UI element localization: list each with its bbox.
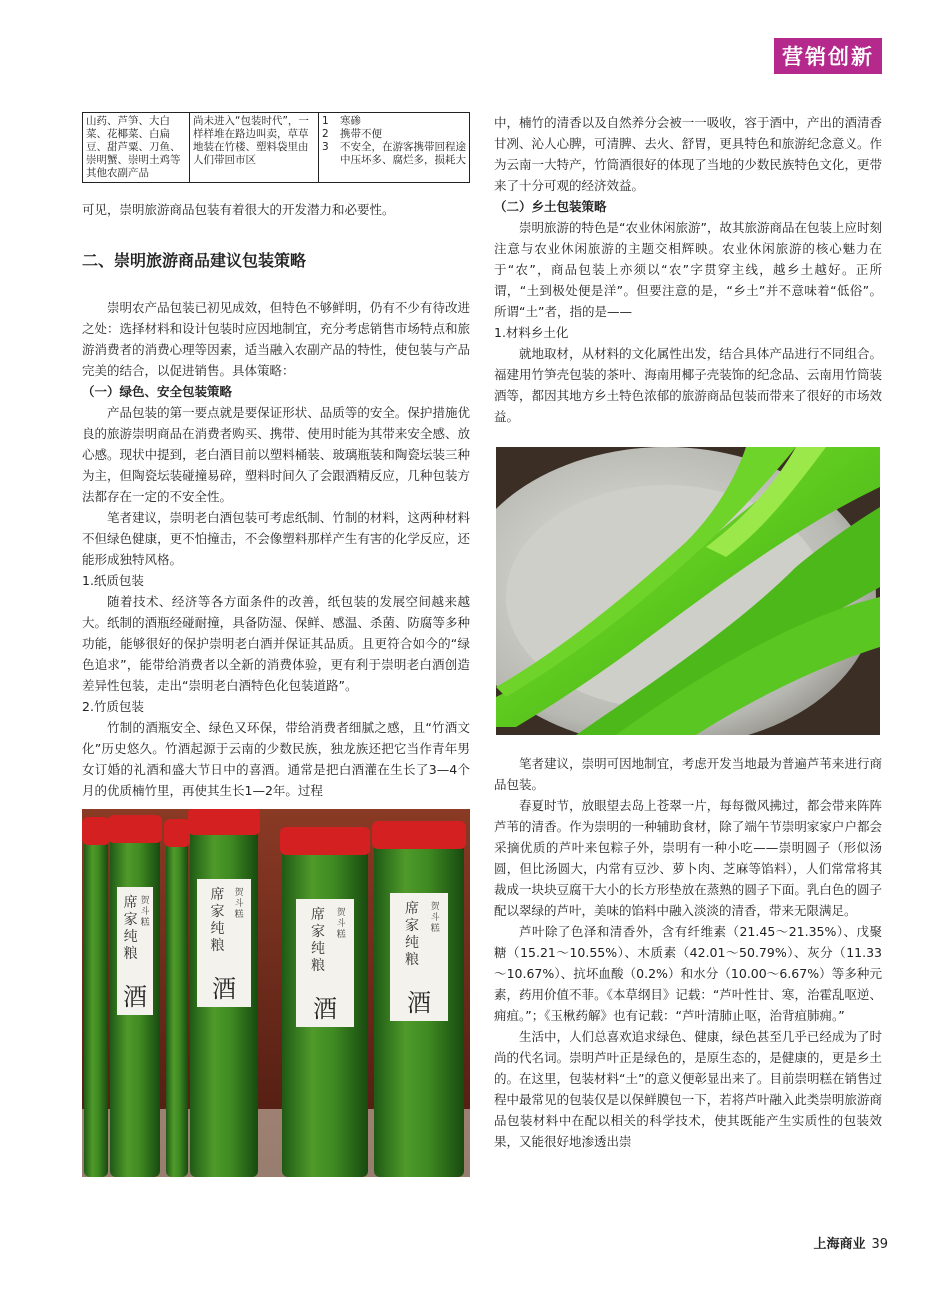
label-brand-char: 纯 [405, 935, 420, 951]
label-brand-char: 粮 [311, 958, 326, 974]
label-side-char: 贺 [430, 902, 440, 912]
label-wine-char: 酒 [123, 983, 147, 1011]
item-heading: 1.纸质包装 [82, 573, 144, 588]
red-cap [164, 819, 190, 847]
paragraph: 笔者建议，崇明老白酒包装可考虑纸制、竹制的材料，这两种材料不但绿色健康，更不怕撞击，不会像塑料那样产生有害的化学反应，还能形成独特风格。 [82, 510, 470, 567]
subsection-heading: （二）乡土包装策略 [494, 199, 607, 214]
problem-list [322, 115, 466, 167]
label-side-char: 斗 [336, 919, 346, 929]
label-wine-char: 酒 [407, 989, 431, 1017]
label-brand-char: 粮 [123, 946, 138, 962]
red-cap [280, 827, 370, 855]
label-side-char: 斗 [140, 907, 150, 917]
paragraph: 生活中，人们总喜欢追求绿色、健康，绿色甚至几乎已经成为了时尚的代名词。崇明芦叶正是绿色的，是原生态的，是健康的，更是乡土的。在这里，包装材料“土”的意义便彰显出来了。目前崇明糕在销售过程中最常见的包装仅是以保鲜膜包一下，若将芦叶融入此类崇明旅游商品包装材料中在配以相关的科学技术，使其既能产生实质性的包装效果，又能很好地渗透出崇 [494, 1029, 882, 1149]
red-cap [82, 817, 110, 845]
reed-leaves-illustration [496, 447, 880, 735]
left-column [82, 112, 470, 1177]
magazine-name: 上海商业 [813, 1237, 866, 1252]
label-side-char: 贺 [234, 888, 244, 898]
label-side-char: 斗 [234, 899, 244, 909]
label-brand-char: 粮 [210, 938, 225, 954]
paragraph: 春夏时节，放眼望去岛上苍翠一片，每每微风拂过，都会带来阵阵芦苇的清香。作为崇明的一种辅助食材，除了端午节崇明家家户户都会采摘优质的芦叶来包粽子外，崇明有一种小吃——崇明圆子（形似汤圆，但比汤圆大，内常有豆沙、萝卜肉、芝麻等馅料），人们常常将其裁成一块块豆腐干大小的长方形垫放在蒸熟的圆子下面。乳白色的圆子配以翠绿的芦叶，美味的馅料中融入淡淡的清香，带来无限满足。 [494, 798, 882, 918]
table-cell-status: 尚未进入“包装时代”，一样样堆在路边叫卖，草草地装在竹楼、塑料袋里由人们带回市区 [190, 113, 319, 183]
problem-number: 1 [322, 115, 329, 127]
label-brand-char: 纯 [311, 941, 326, 957]
label-side-char: 贺 [140, 896, 150, 906]
problem-text: 携带不便 [340, 128, 382, 140]
paragraph: 竹制的酒瓶安全、绿色又环保，带给消费者细腻之感，且“竹酒文化”历史悠久。竹酒起源于云南的少数民族，独龙族还把它当作青年男女订婚的礼酒和盛大节日中的喜酒。通常是把白酒灌在生长了3—4个月的优质楠竹里，再使其生长1—2年。过程 [82, 720, 470, 798]
label-brand-char: 席 [311, 907, 326, 923]
label-side-char: 糕 [234, 910, 244, 920]
paragraph: 可见，崇明旅游商品包装有着很大的开发潜力和必要性。 [82, 202, 395, 217]
label-side-char: 贺 [336, 908, 346, 918]
label-side-char: 糕 [336, 930, 346, 940]
label-brand-char: 家 [123, 912, 138, 928]
table-row [83, 113, 470, 183]
bamboo-bottle [84, 829, 108, 1177]
table-cell-problems [319, 113, 470, 183]
problem-text: 不安全，在游客携带回程途中压坏多、腐烂多，损耗大 [340, 141, 466, 166]
paragraph: 随着技术、经济等各方面条件的改善，纸包装的发展空间越来越大。纸制的酒瓶经碰耐撞，具备防湿、保鲜、感温、杀菌、防腐等多种功能，能够很好的保护崇明老白酒并保证其品质。且更符合如今的“绿色追求”，能带给消费者以全新的消费体验，更有利于崇明老白酒创造差异性包装，走出“崇明老白酒特色化包装道路”。 [82, 594, 470, 693]
red-cap [188, 809, 260, 835]
problem-number: 3 [322, 141, 329, 153]
label-side-char: 糕 [430, 924, 440, 934]
label-brand-char: 纯 [123, 929, 138, 945]
label-wine-char: 酒 [313, 995, 337, 1023]
paragraph: 产品包装的第一要点就是要保证形状、品质等的安全。保护措施优良的旅游崇明商品在消费者购买、携带、使用时能为其带来安全感、放心感。现状中提到，老白酒目前以塑料桶装、玻璃瓶装和陶瓷坛装三种为主，但陶瓷坛装碰撞易碎，塑料时间久了会跟酒精反应，几种包装方法都存在一定的不安全性。 [82, 405, 470, 504]
bamboo-bottles-illustration [82, 809, 470, 1177]
red-cap [372, 821, 466, 849]
right-column [494, 112, 882, 1152]
label-brand-char: 席 [123, 895, 138, 911]
paragraph: 芦叶除了色泽和清香外，含有纤维素（21.45～21.35%）、戊聚糖（15.21～10.55%）、木质素（42.01～50.79%）、灰分（11.33～10.67%）、抗坏血酸（0.2%）和水分（10.00～6.67%）等多种元素，药用价值不菲。《本草纲目》记载：“芦叶性甘、寒，治霍乱呕逆、痈疽。”；《玉楸药解》也有记载：“芦叶清肺止呕，治背疽肺痈。” [494, 924, 882, 1023]
label-brand-char: 席 [210, 887, 225, 903]
bamboo-bottle [166, 831, 188, 1177]
label-side-char: 糕 [140, 918, 150, 928]
problem-number: 2 [322, 128, 329, 140]
red-cap [108, 815, 162, 843]
item-heading: 1.材料乡土化 [494, 325, 569, 340]
comparison-table [82, 112, 470, 183]
page-number: 39 [871, 1237, 888, 1252]
section-tag: 营销创新 [774, 38, 882, 74]
problem-text: 寒碜 [340, 115, 361, 127]
label-brand-char: 家 [210, 904, 225, 920]
bamboo-wine-photo [82, 809, 470, 1177]
paragraph: 中，楠竹的清香以及自然养分会被一一吸收，容于酒中，产出的酒清香甘冽、沁人心脾，可清脾、去火、舒胃，更具特色和旅游纪念意义。作为云南一大特产，竹筒酒很好的体现了当地的少数民族特色文化，更带来了十分可观的经济效益。 [494, 115, 882, 193]
section-heading: 二、崇明旅游商品建议包装策略 [82, 251, 307, 270]
reed-leaves-photo [496, 447, 880, 735]
label-wine-char: 酒 [212, 975, 236, 1003]
page-footer [813, 1233, 888, 1252]
paragraph: 崇明旅游的特色是“农业休闲旅游”，故其旅游商品在包装上应时刻注意与农业休闲旅游的主题交相辉映。农业休闲旅游的核心魅力在于“农”，商品包装上亦须以“农”字贯穿主线，越乡土越好。正所谓，“土到极处便是洋”。但要注意的是，“乡土”并不意味着“低俗”。所谓“土”者，指的是—— [494, 220, 882, 319]
label-brand-char: 纯 [210, 921, 225, 937]
table-cell-products: 山药、芦笋、大白菜、花椰菜、白扁豆、甜芦粟、刀鱼、崇明蟹、崇明土鸡等其他农副产品 [83, 113, 190, 183]
paragraph: 崇明农产品包装已初见成效，但特色不够鲜明，仍有不少有待改进之处：选择材料和设计包装时应因地制宜，充分考虑销售市场特点和旅游消费者的消费心理等因素，适当融入农副产品的特性，使包装与产品完美的结合，以促进销售。具体策略： [82, 300, 470, 378]
problem-item [322, 128, 466, 141]
label-brand-char: 席 [405, 901, 420, 917]
subsection-heading: （一）绿色、安全包装策略 [82, 384, 233, 399]
problem-item [322, 115, 466, 128]
paragraph: 笔者建议，崇明可因地制宜，考虑开发当地最为普遍芦苇来进行商品包装。 [494, 756, 882, 792]
paragraph: 就地取材，从材料的文化属性出发，结合具体产品进行不同组合。福建用竹笋壳包装的茶叶、海南用椰子壳装饰的纪念品、云南用竹筒装酒等，都因其地方乡土特色浓郁的旅游商品包装而带来了很好的市场效益。 [494, 346, 882, 424]
item-heading: 2.竹质包装 [82, 699, 144, 714]
label-brand-char: 粮 [405, 952, 420, 968]
problem-item [322, 141, 466, 167]
label-side-char: 斗 [430, 913, 440, 923]
label-brand-char: 家 [405, 918, 420, 934]
label-brand-char: 家 [311, 924, 326, 940]
